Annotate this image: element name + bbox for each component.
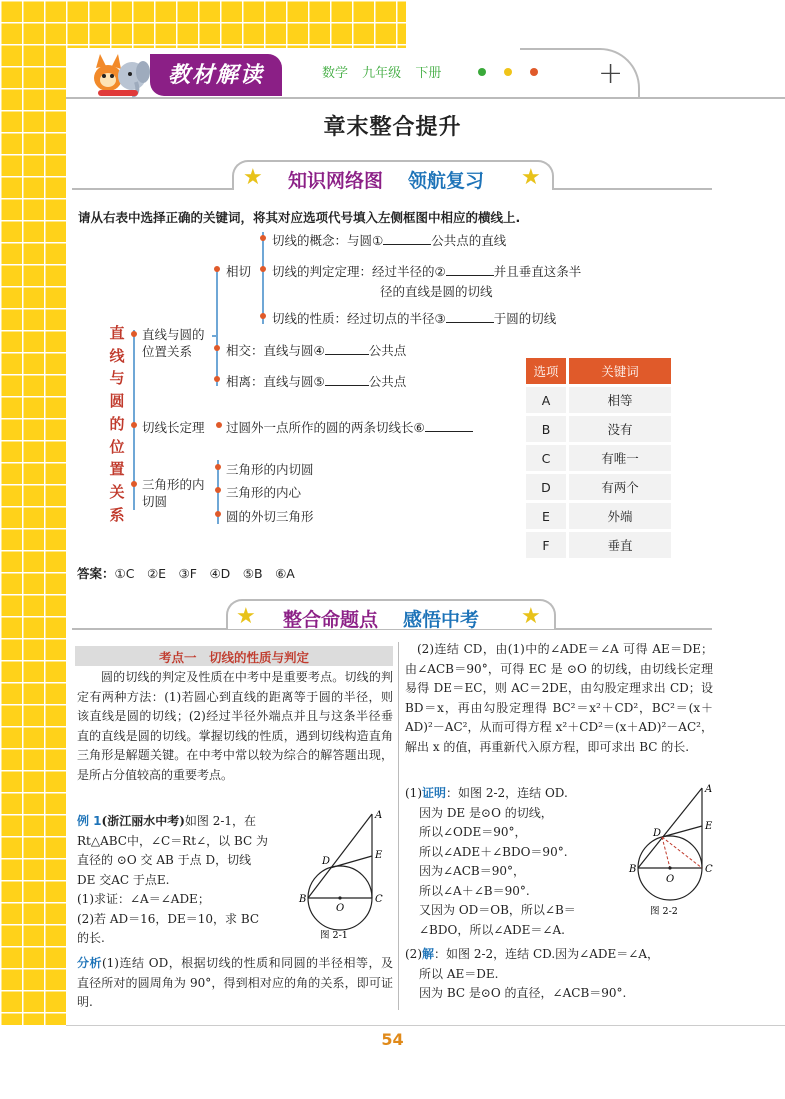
answer-blank[interactable] (383, 232, 431, 245)
branch-incircle: 三角形的内 切圆 (142, 477, 205, 509)
topic-title: 考点一 切线的性质与判定 (158, 650, 309, 665)
node-dot (260, 266, 266, 272)
analysis-part2: (2)连结 CD，由(1)中的∠ADE＝∠A 可得 AE＝DE；由∠ACB＝90°，可得 EC 是 ⊙O 的切线，由切线长定理易得 DE＝EC，则 AC＝2DE，由勾股定理求出 CD；设 BD＝x，再由勾股定理得 BC²＝x²＋CD²，BC²＝(x＋AD)²－AC²，从而可得方程 x²＋CD²＝(x＋AD)²－AC²，解出 x 的值，再重新代入原方程，即可求出 BC 的长. (405, 642, 713, 754)
section2-title-main: 整合命题点 (283, 609, 379, 631)
label-C: C (705, 864, 713, 875)
volume-label: 下册 (415, 66, 442, 81)
table-row: A 相等 (526, 387, 671, 413)
label-A: A (375, 810, 383, 821)
label-A: A (705, 784, 713, 795)
mascot-icon (88, 52, 150, 98)
tangent-judgment-cont: 径的直线是圆的切线 (380, 284, 493, 299)
node-dot (215, 487, 221, 493)
incenter-item: 三角形的内心 (226, 485, 302, 500)
node-dot (215, 511, 221, 517)
tangent-label: 相切 (226, 264, 252, 279)
answer-line: 答案：①C ②E ③F ④D ⑤B ⑥A (77, 566, 295, 581)
table-header: 关键词 (569, 358, 671, 384)
topic-intro: 圆的切线的判定及性质在中考中是重要考点。切线的判定有两种方法：(1)若圆心到直线的距离等于圆的半径，则该直线是圆的切线；(2)经过半径外端点并且与这条半径垂直的直线是圆的切线。掌握切线的性质，遇到切线构造直角三角形是解题关键。在中考中常以较为综合的解答题出现，是所占分值较高的重要考点。 (77, 670, 393, 782)
branch-tangent-length: 切线长定理 (142, 420, 205, 435)
instruction-text: 请从右表中选择正确的关键词，将其对应选项代号填入左侧框图中相应的横线上. (78, 210, 521, 225)
yellow-dot-icon (504, 68, 512, 76)
yellow-grid-strip-top (66, 0, 406, 50)
example-1: 例 1(浙江丽水中考)如图 2-1，在 Rt△ABC中，∠C＝Rt∠，以 BC 为 直径的 ⊙O 交 AB 于点 D，切线 DE 交AC 于点E. (1)求证：∠A＝∠ADE； (2)若 AD＝16，DE＝10，求 BC 的长. (77, 814, 268, 945)
column-divider (398, 642, 399, 1010)
section1-title-main: 知识网络图 (288, 170, 384, 192)
answer-blank[interactable] (325, 342, 369, 355)
mindmap-root-title: 直 线 与 圆 的 位 置 关 系 (109, 324, 125, 524)
tangent-property: 切线的性质：经过切点的半径③ 于圆的切线 (272, 311, 557, 326)
header-divider (66, 97, 785, 99)
solution-block: (2)解：如图 2-2，连结 CD.因为∠ADE＝∠A， 所以 AE＝DE. 因为 BC 是⊙O 的直径，∠ACB＝90°. (405, 947, 659, 1000)
grade-label: 九年级 (362, 66, 402, 81)
green-dot-icon (478, 68, 486, 76)
analysis-block: 分析(1)连结 OD，根据切线的性质和同圆的半径相等，及直径所对的圆周角为 90°，得到相对应的角的关系，即可证明. (77, 956, 393, 1009)
circumscribed-item: 圆的外切三角形 (226, 509, 314, 524)
footer-line (66, 1025, 785, 1026)
star-icon: ★ (236, 604, 256, 629)
answer-blank[interactable] (446, 263, 494, 276)
branch1-connector (216, 268, 218, 386)
node-dot (216, 422, 222, 428)
section2-banner (226, 599, 556, 629)
answer-blank[interactable] (325, 373, 369, 386)
label-B: B (299, 894, 307, 905)
plus-icon: + (598, 56, 624, 91)
keyword-table (523, 355, 674, 561)
label-C: C (375, 894, 383, 905)
table-row: E 外端 (526, 503, 671, 529)
label-E: E (375, 850, 383, 861)
node-dot (260, 313, 266, 319)
label-O: O (666, 874, 675, 885)
figure-2-2 (626, 782, 716, 918)
yellow-grid-strip (0, 0, 66, 1025)
tangent-concept: 切线的概念：与圆① 公共点的直线 (272, 233, 507, 248)
star-icon: ★ (243, 165, 263, 190)
node-dot (131, 331, 137, 337)
label-D: D (322, 856, 331, 867)
table-header: 选项 (526, 358, 566, 384)
star-icon: ★ (521, 604, 541, 629)
brand-title: 教材解读 (167, 63, 264, 88)
red-dot-icon (530, 68, 538, 76)
figure-caption: 图 2-2 (650, 906, 678, 917)
tangent-judgment: 切线的判定定理：经过半径的② 并且垂直这条半 (272, 264, 582, 279)
branch-position-relation: 直线与圆的 位置关系 (142, 327, 205, 359)
label-O: O (336, 903, 345, 914)
figure-caption: 图 2-1 (320, 930, 348, 940)
answer-blank[interactable] (425, 419, 473, 432)
section2-title-sub: 感悟中考 (403, 609, 480, 631)
node-dot (131, 481, 137, 487)
star-icon: ★ (521, 165, 541, 190)
tangent-length-item: 过圆外一点所作的圆的两条切线长⑥ (226, 418, 473, 436)
header-info (322, 62, 451, 81)
node-dot (214, 266, 220, 272)
apart-item: 相离：直线与圆⑤ 公共点 (226, 374, 407, 389)
table-row: D 有两个 (526, 474, 671, 500)
figure-2-1 (298, 808, 394, 940)
tangent-connector (262, 232, 264, 324)
table-row: B 没有 (526, 416, 671, 442)
branch1-link (212, 335, 218, 337)
node-dot (215, 464, 221, 470)
node-dot (214, 345, 220, 351)
label-B: B (629, 864, 637, 875)
section1-title-sub: 领航复习 (408, 170, 485, 192)
proof-block: (1)证明：如图 2-2，连结 OD. 因为 DE 是⊙O 的切线， 所以∠ODE＝90°， 所以∠ADE＋∠BDO＝90°. 因为∠ACB＝90°， 所以∠A＋∠B＝90°. 又因为 OD＝OB，所以∠B＝ ∠BDO，所以∠ADE＝∠A. (405, 786, 576, 937)
chapter-title: 章末整合提升 (323, 115, 462, 140)
section1-banner (232, 160, 554, 190)
incircle-item: 三角形的内切圆 (226, 462, 314, 477)
page-number: 54 (381, 1030, 404, 1049)
table-row: C 有唯一 (526, 445, 671, 471)
node-dot (131, 422, 137, 428)
node-dot (260, 235, 266, 241)
label-D: D (653, 828, 662, 839)
label-E: E (705, 821, 713, 832)
intersect-item: 相交：直线与圆④ 公共点 (226, 343, 407, 358)
table-row: F 垂直 (526, 532, 671, 558)
subject-label: 数学 (322, 66, 349, 81)
answer-blank[interactable] (446, 310, 494, 323)
node-dot (214, 376, 220, 382)
